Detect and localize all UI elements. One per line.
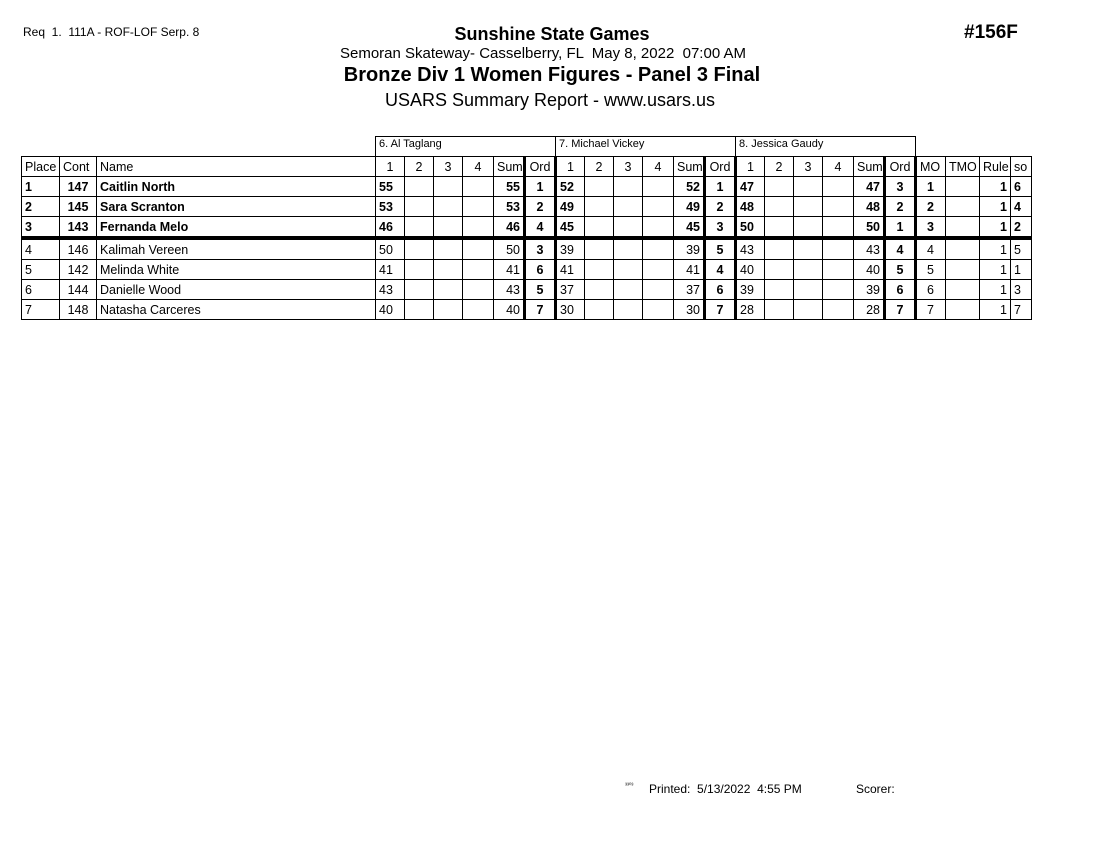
score-2-cell (765, 197, 794, 217)
col-rule: Rule (980, 157, 1011, 177)
skater-name: Melinda White (97, 260, 376, 280)
sum-cell: 50 (854, 217, 885, 239)
sum-cell: 41 (494, 260, 525, 280)
ord-cell: 4 (705, 260, 736, 280)
column-header-row (22, 157, 1032, 177)
table-row (22, 300, 1032, 320)
sum-cell: 40 (494, 300, 525, 320)
ord-cell: 5 (885, 260, 916, 280)
sum-cell: 28 (854, 300, 885, 320)
score-3-cell (434, 300, 463, 320)
judge-header-row (22, 137, 1032, 157)
score-4-cell (643, 280, 674, 300)
score-4-cell (643, 238, 674, 260)
score-4-cell (823, 177, 854, 197)
col-judge-score-3: 3 (614, 157, 643, 177)
score-2-cell (405, 177, 434, 197)
place-cell: 6 (22, 280, 60, 300)
place-cell: 3 (22, 217, 60, 239)
col-judge-score-3: 3 (794, 157, 823, 177)
ord-cell: 7 (525, 300, 556, 320)
venue-line: Semoran Skateway- Casselberry, FL May 8, 2022 07:00 AM (339, 45, 747, 62)
score-2-cell (405, 280, 434, 300)
tmo-cell (946, 197, 980, 217)
cont-cell: 147 (60, 177, 97, 197)
score-4-cell (463, 300, 494, 320)
score-1-cell: 48 (736, 197, 765, 217)
sum-cell: 30 (674, 300, 705, 320)
score-2-cell (765, 177, 794, 197)
ord-cell: 4 (525, 217, 556, 239)
score-1-cell: 41 (376, 260, 405, 280)
cont-cell: 143 (60, 217, 97, 239)
score-1-cell: 43 (736, 238, 765, 260)
score-2-cell (585, 280, 614, 300)
sum-cell: 41 (674, 260, 705, 280)
score-1-cell: 37 (556, 280, 585, 300)
score-2-cell (585, 260, 614, 280)
score-3-cell (614, 300, 643, 320)
score-1-cell: 41 (556, 260, 585, 280)
mo-cell: 4 (916, 238, 946, 260)
ord-cell: 2 (525, 197, 556, 217)
score-3-cell (434, 217, 463, 239)
col-judge-score-2: 2 (585, 157, 614, 177)
score-1-cell: 39 (556, 238, 585, 260)
sum-cell: 45 (674, 217, 705, 239)
mo-cell: 1 (916, 177, 946, 197)
table-row (22, 260, 1032, 280)
tmo-cell (946, 300, 980, 320)
skater-name: Fernanda Melo (97, 217, 376, 239)
rule-cell: 1 (980, 260, 1011, 280)
score-4-cell (463, 280, 494, 300)
score-4-cell (463, 177, 494, 197)
score-2-cell (765, 217, 794, 239)
col-tmo: TMO (946, 157, 980, 177)
ord-cell: 3 (885, 177, 916, 197)
col-place: Place (22, 157, 60, 177)
score-3-cell (794, 197, 823, 217)
skater-name: Danielle Wood (97, 280, 376, 300)
score-1-cell: 46 (376, 217, 405, 239)
score-3-cell (614, 197, 643, 217)
score-3-cell (794, 238, 823, 260)
ord-cell: 2 (705, 197, 736, 217)
col-judge-score-4: 4 (643, 157, 674, 177)
so-cell: 1 (1011, 260, 1032, 280)
cont-cell: 142 (60, 260, 97, 280)
col-ord: Ord (885, 157, 916, 177)
score-4-cell (463, 238, 494, 260)
score-4-cell (643, 300, 674, 320)
ord-cell: 1 (885, 217, 916, 239)
cont-cell: 148 (60, 300, 97, 320)
sum-cell: 43 (494, 280, 525, 300)
rule-cell: 1 (980, 177, 1011, 197)
score-4-cell (823, 260, 854, 280)
score-3-cell (434, 238, 463, 260)
col-name: Name (97, 157, 376, 177)
event-number: #156F (964, 22, 1018, 43)
results-table (21, 136, 1032, 320)
tmo-cell (946, 217, 980, 239)
score-1-cell: 40 (376, 300, 405, 320)
score-4-cell (463, 197, 494, 217)
score-2-cell (585, 238, 614, 260)
so-cell: 5 (1011, 238, 1032, 260)
skater-name: Sara Scranton (97, 197, 376, 217)
score-2-cell (405, 197, 434, 217)
col-judge-score-1: 1 (376, 157, 405, 177)
score-1-cell: 28 (736, 300, 765, 320)
score-3-cell (794, 217, 823, 239)
mo-cell: 7 (916, 300, 946, 320)
sum-cell: 53 (494, 197, 525, 217)
score-2-cell (585, 300, 614, 320)
rule-cell: 1 (980, 217, 1011, 239)
score-2-cell (765, 238, 794, 260)
score-4-cell (823, 238, 854, 260)
score-1-cell: 50 (736, 217, 765, 239)
ord-cell: 5 (525, 280, 556, 300)
score-3-cell (614, 280, 643, 300)
mo-cell: 3 (916, 217, 946, 239)
col-ord: Ord (525, 157, 556, 177)
score-3-cell (614, 238, 643, 260)
place-cell: 1 (22, 177, 60, 197)
sum-cell: 48 (854, 197, 885, 217)
table-row (22, 238, 1032, 260)
score-1-cell: 52 (556, 177, 585, 197)
score-4-cell (463, 260, 494, 280)
score-1-cell: 49 (556, 197, 585, 217)
cont-cell: 144 (60, 280, 97, 300)
tmo-cell (946, 238, 980, 260)
score-3-cell (434, 177, 463, 197)
tmo-cell (946, 260, 980, 280)
score-3-cell (794, 260, 823, 280)
sum-cell: 47 (854, 177, 885, 197)
footer-code: ³³⁰³ (625, 783, 634, 789)
place-cell: 4 (22, 238, 60, 260)
score-1-cell: 50 (376, 238, 405, 260)
so-cell: 3 (1011, 280, 1032, 300)
sum-cell: 39 (854, 280, 885, 300)
score-1-cell: 45 (556, 217, 585, 239)
score-2-cell (585, 217, 614, 239)
col-mo: MO (916, 157, 946, 177)
ord-cell: 2 (885, 197, 916, 217)
table-row (22, 197, 1032, 217)
ord-cell: 3 (525, 238, 556, 260)
request-info: Req 1. 111A - ROF-LOF Serp. 8 (23, 25, 200, 39)
col-so: so (1011, 157, 1032, 177)
ord-cell: 7 (705, 300, 736, 320)
mo-cell: 2 (916, 197, 946, 217)
score-3-cell (614, 177, 643, 197)
score-2-cell (765, 260, 794, 280)
score-3-cell (614, 260, 643, 280)
score-4-cell (643, 217, 674, 239)
judge-6-name: 6. Al Taglang (376, 137, 556, 157)
sum-cell: 43 (854, 238, 885, 260)
cont-cell: 145 (60, 197, 97, 217)
col-sum: Sum (494, 157, 525, 177)
score-4-cell (823, 300, 854, 320)
score-1-cell: 40 (736, 260, 765, 280)
table-row (22, 177, 1032, 197)
col-judge-score-3: 3 (434, 157, 463, 177)
col-cont: Cont (60, 157, 97, 177)
table-row (22, 217, 1032, 239)
table-row (22, 280, 1032, 300)
score-4-cell (643, 177, 674, 197)
score-1-cell: 47 (736, 177, 765, 197)
score-2-cell (405, 238, 434, 260)
score-1-cell: 55 (376, 177, 405, 197)
sum-cell: 37 (674, 280, 705, 300)
skater-name: Kalimah Vereen (97, 238, 376, 260)
sum-cell: 39 (674, 238, 705, 260)
ord-cell: 4 (885, 238, 916, 260)
score-3-cell (794, 177, 823, 197)
col-judge-score-2: 2 (765, 157, 794, 177)
score-4-cell (643, 260, 674, 280)
meet-title: Sunshine State Games (454, 24, 650, 44)
rule-cell: 1 (980, 197, 1011, 217)
sum-cell: 50 (494, 238, 525, 260)
score-4-cell (823, 280, 854, 300)
score-3-cell (794, 280, 823, 300)
score-2-cell (765, 280, 794, 300)
ord-cell: 1 (705, 177, 736, 197)
so-cell: 4 (1011, 197, 1032, 217)
place-cell: 5 (22, 260, 60, 280)
tmo-cell (946, 280, 980, 300)
col-judge-score-4: 4 (463, 157, 494, 177)
judge-8-name: 8. Jessica Gaudy (736, 137, 916, 157)
ord-cell: 6 (525, 260, 556, 280)
col-judge-score-2: 2 (405, 157, 434, 177)
so-cell: 6 (1011, 177, 1032, 197)
ord-cell: 5 (705, 238, 736, 260)
col-judge-score-1: 1 (556, 157, 585, 177)
report-title: USARS Summary Report - www.usars.us (384, 90, 716, 110)
score-3-cell (434, 260, 463, 280)
place-cell: 2 (22, 197, 60, 217)
place-cell: 7 (22, 300, 60, 320)
cont-cell: 146 (60, 238, 97, 260)
scorer-label: Scorer: (856, 782, 895, 796)
score-1-cell: 53 (376, 197, 405, 217)
rule-cell: 1 (980, 300, 1011, 320)
ord-cell: 3 (705, 217, 736, 239)
tmo-cell (946, 177, 980, 197)
score-2-cell (765, 300, 794, 320)
event-title: Bronze Div 1 Women Figures - Panel 3 Final (343, 64, 761, 86)
judge-7-name: 7. Michael Vickey (556, 137, 736, 157)
ord-cell: 7 (885, 300, 916, 320)
col-judge-score-4: 4 (823, 157, 854, 177)
ord-cell: 6 (705, 280, 736, 300)
score-3-cell (794, 300, 823, 320)
score-2-cell (585, 197, 614, 217)
score-3-cell (614, 217, 643, 239)
so-cell: 7 (1011, 300, 1032, 320)
col-judge-score-1: 1 (736, 157, 765, 177)
rule-cell: 1 (980, 238, 1011, 260)
sum-cell: 46 (494, 217, 525, 239)
score-1-cell: 30 (556, 300, 585, 320)
score-4-cell (463, 217, 494, 239)
col-sum: Sum (674, 157, 705, 177)
score-4-cell (823, 197, 854, 217)
sum-cell: 55 (494, 177, 525, 197)
printed-timestamp: Printed: 5/13/2022 4:55 PM (649, 782, 802, 796)
so-cell: 2 (1011, 217, 1032, 239)
sum-cell: 52 (674, 177, 705, 197)
rule-cell: 1 (980, 280, 1011, 300)
skater-name: Natasha Carceres (97, 300, 376, 320)
ord-cell: 1 (525, 177, 556, 197)
score-2-cell (405, 260, 434, 280)
score-3-cell (434, 280, 463, 300)
sum-cell: 49 (674, 197, 705, 217)
score-2-cell (405, 217, 434, 239)
col-ord: Ord (705, 157, 736, 177)
score-2-cell (405, 300, 434, 320)
mo-cell: 5 (916, 260, 946, 280)
mo-cell: 6 (916, 280, 946, 300)
col-sum: Sum (854, 157, 885, 177)
score-4-cell (643, 197, 674, 217)
score-2-cell (585, 177, 614, 197)
skater-name: Caitlin North (97, 177, 376, 197)
score-1-cell: 39 (736, 280, 765, 300)
score-3-cell (434, 197, 463, 217)
score-4-cell (823, 217, 854, 239)
ord-cell: 6 (885, 280, 916, 300)
score-1-cell: 43 (376, 280, 405, 300)
sum-cell: 40 (854, 260, 885, 280)
